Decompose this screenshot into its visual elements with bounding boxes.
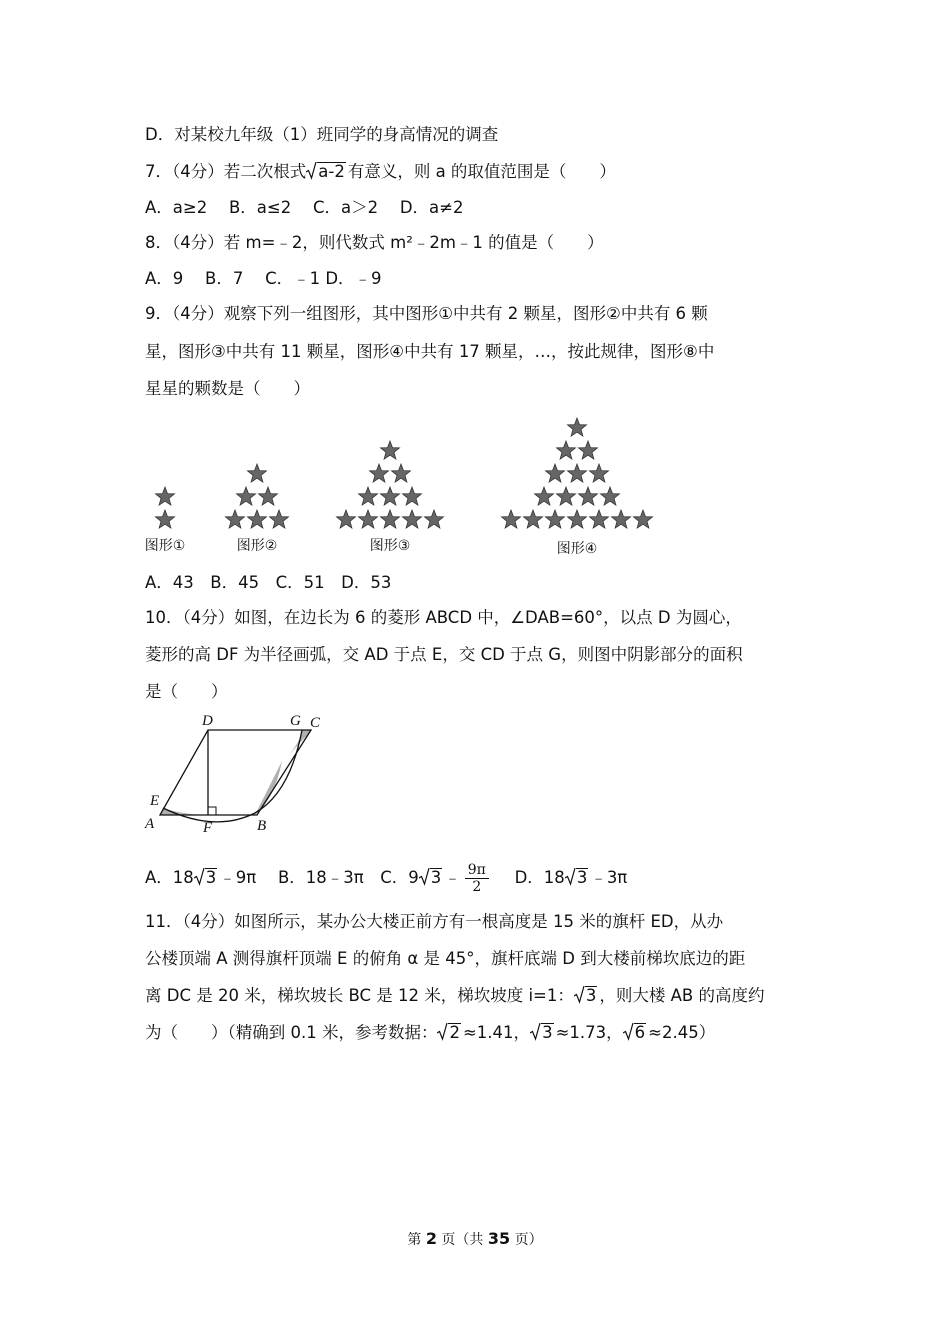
radicand: a-2 — [318, 162, 345, 181]
star-icon — [579, 487, 598, 505]
label-d: D — [202, 713, 213, 729]
star-icon — [381, 487, 400, 505]
q9-options: A．43 B．45 C．51 D．53 — [145, 573, 392, 592]
star-icon — [546, 510, 565, 528]
star-icon — [568, 464, 587, 482]
star-icon — [359, 487, 378, 505]
q7-stem — [145, 161, 616, 183]
star-icon — [579, 441, 598, 459]
radicand: 6 — [634, 1023, 646, 1042]
radicand: 3 — [205, 868, 217, 887]
q11-line-3 — [145, 985, 765, 1007]
q10-opt-a-post: ﹣9π B．18﹣3π C．9 — [219, 868, 419, 887]
rhombus-abcd — [160, 730, 311, 815]
sqrt-2 — [437, 1022, 461, 1044]
right-angle-mark — [208, 807, 216, 815]
q6-option-d: D．对某校九年级（1）班同学的身高情况的调查 — [145, 125, 499, 144]
q11-line-1: 11．（4分）如图所示，某办公大楼正前方有一根高度是 15 米的旗杆 ED，从办 — [145, 912, 724, 931]
radicand: 2 — [449, 1023, 460, 1042]
q10-opt-c-minus: ﹣ — [444, 868, 461, 887]
q10-line-3: 是（ ） — [145, 682, 228, 701]
star-icon — [270, 510, 289, 528]
q10-opt-d-pre: D．18 — [492, 868, 565, 887]
denominator: 2 — [472, 879, 482, 895]
q8-stem: 8．（4分）若 m=﹣2，则代数式 m²﹣2m﹣1 的值是（ ） — [145, 233, 604, 252]
figure-label: 图形① — [144, 538, 186, 554]
label-e: E — [150, 793, 160, 809]
q11-line-4-pre: 为（ ）（精确到 0.1 米，参考数据： — [145, 1023, 438, 1042]
figure-label: 图形④ — [556, 541, 598, 557]
sqrt-3 — [574, 985, 598, 1007]
value-sqrt-3: ≈1.73， — [555, 1023, 623, 1042]
star-icon — [259, 487, 278, 505]
star-icon — [524, 510, 543, 528]
q11-line-2: 公楼顶端 A 测得旗杆顶端 E 的俯角 α 是 45°，旗杆底端 D 到大楼前梯坎底边的距 — [145, 949, 746, 968]
sqrt-3-c — [419, 867, 443, 889]
star-icon — [248, 464, 267, 482]
value-sqrt-2: ≈1.41， — [462, 1023, 531, 1042]
star-icon — [425, 510, 444, 528]
q7-stem-b: 有意义，则 a 的取值范围是（ ） — [347, 162, 616, 181]
star-icon — [403, 487, 422, 505]
star-icon — [612, 510, 631, 528]
star-icon — [546, 464, 565, 482]
current-page: 2 — [425, 1229, 437, 1248]
sqrt-3-d — [565, 867, 589, 889]
star-icon — [381, 441, 400, 459]
rhombus-figure — [140, 708, 340, 836]
q11-line-3-pre: 离 DC 是 20 米，梯坎坡长 BC 是 12 米，梯坎坡度 i=1： — [145, 986, 574, 1005]
q11-line-4 — [145, 1022, 715, 1044]
star-icon — [392, 464, 411, 482]
footer-mid: 页（共 — [436, 1232, 488, 1248]
star-icon — [568, 418, 587, 436]
page-footer — [0, 1229, 950, 1249]
footer-post: 页） — [510, 1232, 543, 1248]
radicand: 3 — [585, 986, 597, 1005]
star-icon — [590, 510, 609, 528]
label-a: A — [145, 816, 155, 832]
star-icon — [226, 510, 245, 528]
total-pages: 35 — [487, 1229, 511, 1248]
q9-line-1: 9．（4分）观察下列一组图形，其中图形①中共有 2 颗星，图形②中共有 6 颗 — [145, 304, 708, 323]
star-icon — [359, 510, 378, 528]
q9-line-2: 星，图形③中共有 11 颗星，图形④中共有 17 颗星，…，按此规律，图形⑧中 — [145, 342, 715, 361]
shaded-region-right — [255, 761, 282, 815]
q7-options: A．a≥2 B．a≤2 C．a＞2 D．a≠2 — [145, 198, 464, 217]
radicand: 3 — [576, 868, 588, 887]
radicand: 3 — [542, 1023, 553, 1042]
q11-line-3-post: ，则大楼 AB 的高度约 — [599, 986, 765, 1005]
sqrt-a-minus-2 — [306, 161, 346, 183]
star-icon — [156, 510, 175, 528]
star-icon — [156, 487, 175, 505]
sqrt-3-a — [194, 867, 218, 889]
star-icon — [601, 487, 620, 505]
label-c: C — [310, 715, 321, 731]
q10-options — [145, 862, 627, 895]
star-icon — [557, 487, 576, 505]
sqrt-6 — [623, 1022, 647, 1044]
star-icon — [590, 464, 609, 482]
star-icon — [502, 510, 521, 528]
star-icon — [535, 487, 554, 505]
q7-stem-a: 7．（4分）若二次根式 — [145, 162, 307, 181]
star-icon — [381, 510, 400, 528]
star-icon — [237, 487, 256, 505]
footer-pre: 第 — [407, 1232, 426, 1248]
fraction-9pi-over-2 — [465, 862, 489, 895]
q9-line-3: 星星的颗数是（ ） — [145, 379, 310, 398]
q10-opt-d-post: ﹣3π — [590, 868, 628, 887]
value-sqrt-6: ≈2.45） — [648, 1023, 716, 1042]
star-pattern-figure — [140, 410, 680, 562]
radicand: 3 — [430, 868, 442, 887]
label-b: B — [257, 818, 267, 834]
label-g: G — [290, 713, 301, 729]
star-icon — [568, 510, 587, 528]
sqrt-3 — [530, 1022, 554, 1044]
q10-line-2: 菱形的高 DF 为半径画弧，交 AD 于点 E，交 CD 于点 G，则图中阴影部分的面积 — [145, 645, 743, 664]
star-icon — [370, 464, 389, 482]
star-icon — [557, 441, 576, 459]
figure-label: 图形② — [236, 538, 278, 554]
q10-line-1: 10．（4分）如图，在边长为 6 的菱形 ABCD 中，∠DAB=60°，以点 D 为圆心， — [145, 608, 742, 627]
q10-opt-a-pre: A．18 — [145, 868, 194, 887]
star-icon — [403, 510, 422, 528]
label-f: F — [203, 820, 213, 836]
star-icon — [337, 510, 356, 528]
numerator: 9π — [465, 862, 489, 879]
q8-options: A．9 B．7 C．﹣1 D．﹣9 — [145, 269, 382, 288]
star-icon — [634, 510, 653, 528]
figure-label: 图形③ — [369, 538, 411, 554]
star-icon — [248, 510, 267, 528]
